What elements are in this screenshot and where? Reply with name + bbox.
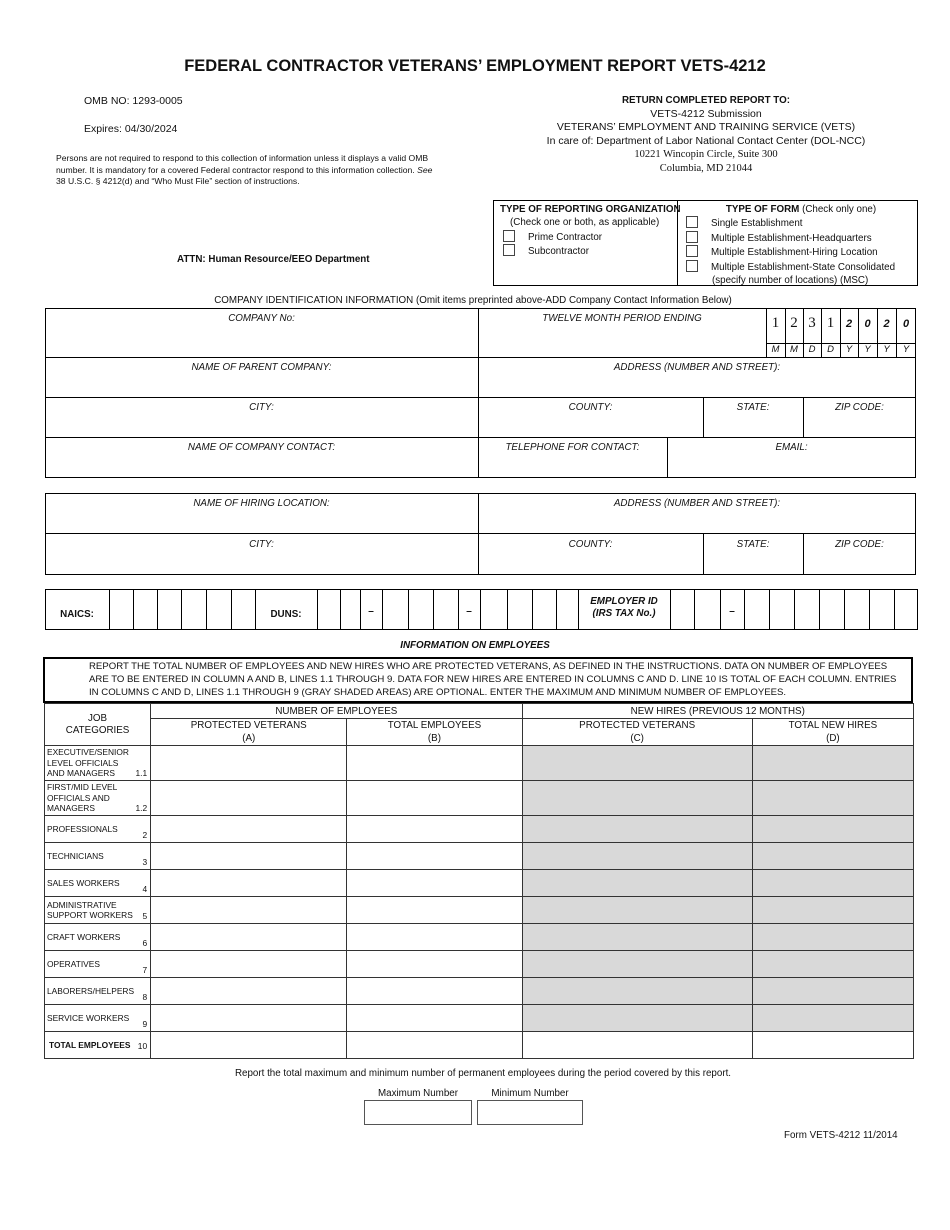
checkbox-icon[interactable]: [686, 245, 698, 257]
single-establishment-option[interactable]: Single Establishment: [686, 216, 916, 230]
checkbox-icon[interactable]: [686, 260, 698, 272]
table-row: [45, 843, 914, 870]
id-cell-divider: [433, 589, 434, 630]
company-address-field[interactable]: ADDRESS (NUMBER AND STREET):: [613, 362, 781, 373]
date-box-divider: [821, 308, 822, 357]
job-category-label: SERVICE WORKERS 9: [45, 1005, 151, 1032]
col-c-input[interactable]: [522, 897, 752, 924]
col-c-header: PROTECTED VETERANS (C): [522, 719, 752, 746]
col-a-input[interactable]: [151, 843, 347, 870]
job-categories-header: JOB CATEGORIES: [45, 704, 151, 746]
company-no-field[interactable]: COMPANY No:: [228, 313, 295, 324]
id-cell-divider: [744, 589, 745, 630]
checkbox-icon[interactable]: [686, 216, 698, 228]
job-category-label: OPERATIVES 7: [45, 951, 151, 978]
id-cell-divider: [819, 589, 820, 630]
id-cell-divider: [408, 589, 409, 630]
date-box-divider: [858, 308, 859, 357]
id-cell-divider: [109, 589, 110, 630]
return-line: VETS-4212 Submission: [650, 107, 762, 120]
table-row: [45, 897, 914, 924]
reporting-org-sub: (Check one or both, as applicable): [510, 217, 660, 229]
col-c-input[interactable]: [522, 746, 752, 781]
date-box-divider: [803, 308, 804, 357]
job-category-label: ADMINISTRATIVE SUPPORT WORKERS 5: [45, 897, 151, 924]
id-cell-divider: [382, 589, 383, 630]
total-col-d-input[interactable]: [752, 1032, 913, 1059]
job-category-label: FIRST/MID LEVEL OFFICIALS AND MANAGERS 1.2: [45, 781, 151, 816]
total-label: TOTAL EMPLOYEES 10: [45, 1032, 151, 1059]
table-row: [45, 951, 914, 978]
col-a-input[interactable]: [151, 816, 347, 843]
col-a-input[interactable]: [151, 870, 347, 897]
date-box-divider: [877, 308, 878, 357]
prime-contractor-option[interactable]: Prime Contractor: [500, 230, 681, 244]
col-d-input[interactable]: [752, 746, 913, 781]
col-d-input[interactable]: [752, 924, 913, 951]
col-a-input[interactable]: [151, 924, 347, 951]
id-cell-divider: [844, 589, 845, 630]
date-format-letter: Y: [845, 344, 853, 355]
job-category-label: SALES WORKERS 4: [45, 870, 151, 897]
hiring-address-field[interactable]: ADDRESS (NUMBER AND STREET):: [613, 498, 781, 509]
col-a-input[interactable]: [151, 781, 347, 816]
col-d-input[interactable]: [752, 843, 913, 870]
form-id: Form VETS-4212 11/2014: [784, 1130, 898, 1141]
job-category-label: TECHNICIANS 3: [45, 843, 151, 870]
date-box-divider: [766, 343, 916, 344]
new-hires-header: NEW HIRES (PREVIOUS 12 MONTHS): [522, 704, 913, 719]
contact-telephone-field[interactable]: TELEPHONE FOR CONTACT:: [505, 442, 640, 453]
col-d-input[interactable]: [752, 781, 913, 816]
date-digit[interactable]: 2: [883, 318, 890, 330]
state-consolidated-option[interactable]: Multiple Establishment-State Consolidated: [686, 260, 916, 274]
table-row: [45, 746, 914, 781]
hiring-county-field[interactable]: COUNTY:: [568, 539, 613, 550]
attn-line: ATTN: Human Resource/EEO Department: [177, 254, 370, 265]
company-county-field[interactable]: COUNTY:: [568, 402, 613, 413]
col-c-input[interactable]: [522, 978, 752, 1005]
id-cell-divider: [181, 589, 182, 630]
subcontractor-option[interactable]: Subcontractor: [500, 244, 681, 258]
instructions-text: REPORT THE TOTAL NUMBER OF EMPLOYEES AND NEW HIRES WHO ARE PROTECTED VETERANS, AS DEFINED IN THE INSTRUCTIONS. DATA ON NUMBER OF EMPLOYEES ARE TO BE ENTERED IN COLUMN A AND B, LINES 1.1 THROUGH 9. DATA FOR NEW HIRES ARE ENTERED IN COLUMNS C AND D. LINE 10 IS TOTAL OF EACH COLUMN. ENTRIES IN COLUMNS C AND D, LINES 1.1 THROUGH 9 (GRAY SHADED AREAS) ARE OPTIONAL. ENTER THE MAXIMUM AND MINIMUM NUMBER OF EMPLOYEES.: [89, 661, 897, 698]
date-digit[interactable]: 2: [845, 318, 853, 330]
col-b-input[interactable]: [347, 781, 522, 816]
id-cell-divider: [894, 589, 895, 630]
date-digit[interactable]: 1: [826, 315, 835, 331]
row-divider: [45, 533, 916, 534]
col-d-input[interactable]: [752, 816, 913, 843]
date-digit[interactable]: 1: [771, 315, 780, 331]
col-d-input[interactable]: [752, 897, 913, 924]
id-cell-divider: [869, 589, 870, 630]
max-number-input[interactable]: [364, 1100, 472, 1125]
date-format-letter: M: [771, 344, 780, 355]
col-c-input[interactable]: [522, 870, 752, 897]
col-b-input[interactable]: [347, 746, 522, 781]
id-cell-divider: [340, 589, 341, 630]
row-divider: [45, 357, 916, 358]
col-b-input[interactable]: [347, 1005, 522, 1032]
headquarters-option[interactable]: Multiple Establishment-Headquarters: [686, 231, 916, 245]
report-note: Report the total maximum and minimum number of permanent employees during the period covered by this report.: [234, 1068, 732, 1079]
col-b-input[interactable]: [347, 978, 522, 1005]
company-contact-field[interactable]: NAME OF COMPANY CONTACT:: [187, 442, 336, 453]
return-line: VETERANS’ EMPLOYMENT AND TRAINING SERVICE (VETS): [556, 121, 856, 134]
min-number-label: Minimum Number: [491, 1088, 569, 1099]
col-a-input[interactable]: [151, 897, 347, 924]
col-c-input[interactable]: [522, 781, 752, 816]
col-a-header: PROTECTED VETERANS (A): [151, 719, 347, 746]
id-cell-divider: [794, 589, 795, 630]
table-row: [45, 1005, 914, 1032]
form-type: [686, 203, 916, 287]
employer-id-label: EMPLOYER ID (IRS TAX No.): [590, 596, 658, 619]
id-cell-divider: [480, 589, 481, 630]
company-city-field[interactable]: CITY:: [249, 402, 274, 413]
id-cell-divider: [133, 589, 134, 630]
table-row: [45, 781, 914, 816]
date-box-divider: [785, 308, 786, 357]
page-title: FEDERAL CONTRACTOR VETERANS’ EMPLOYMENT REPORT VETS-4212: [184, 57, 766, 75]
date-digit[interactable]: 0: [864, 318, 871, 330]
col-d-input[interactable]: [752, 1005, 913, 1032]
duns-dash: –: [368, 606, 374, 617]
col-c-input[interactable]: [522, 843, 752, 870]
reporting-org-heading: TYPE OF REPORTING ORGANIZATION: [500, 204, 681, 215]
num-employees-header: NUMBER OF EMPLOYEES: [151, 704, 522, 719]
row-divider: [45, 437, 916, 438]
notice-text: Persons are not required to respond to this collection of information unless it displays a valid OMB number. It is mandatory for a covered Federal contractor respond to this information collection. See 38 U.S.C. § 4212(d) and “Who Must File” section of instructions.: [56, 153, 433, 186]
id-cell-divider: [769, 589, 770, 630]
col-a-input[interactable]: [151, 978, 347, 1005]
total-row: [45, 1032, 914, 1059]
date-box-divider: [766, 308, 767, 357]
employees-heading: INFORMATION ON EMPLOYEES: [400, 640, 550, 651]
id-cell-divider: [694, 589, 695, 630]
total-col-a-input[interactable]: [151, 1032, 347, 1059]
total-col-b-input[interactable]: [347, 1032, 522, 1059]
id-cell-divider: [317, 589, 318, 630]
return-address: [530, 94, 882, 176]
msc-note: (specify number of locations) (MSC): [712, 275, 869, 287]
col-c-input[interactable]: [522, 816, 752, 843]
col-d-header: TOTAL NEW HIRES (D): [752, 719, 913, 746]
duns-label: DUNS:: [270, 609, 302, 620]
date-format-letter: D: [808, 344, 816, 355]
job-category-label: EXECUTIVE/SENIOR LEVEL OFFICIALS AND MANAGERS 1.1: [45, 746, 151, 781]
id-numbers-box: [45, 589, 918, 630]
id-cell-divider: [670, 589, 671, 630]
checkbox-icon[interactable]: [503, 230, 515, 242]
company-zip-field[interactable]: ZIP CODE:: [835, 402, 884, 413]
omb-number: OMB NO: 1293-0005: [84, 95, 183, 107]
col-c-input[interactable]: [522, 1005, 752, 1032]
col-d-input[interactable]: [752, 978, 913, 1005]
checkbox-icon[interactable]: [686, 231, 698, 243]
col-a-input[interactable]: [151, 951, 347, 978]
hiring-zip-field[interactable]: ZIP CODE:: [835, 539, 884, 550]
company-section-heading: COMPANY IDENTIFICATION INFORMATION (Omit items preprinted above-ADD Company Contact Information Below): [214, 295, 732, 306]
date-format-letter: M: [790, 344, 798, 355]
table-row: [45, 978, 914, 1005]
expires-date: Expires: 04/30/2024: [84, 123, 178, 135]
company-state-field[interactable]: STATE:: [736, 402, 770, 413]
job-category-label: PROFESSIONALS 2: [45, 816, 151, 843]
form-type-heading: TYPE OF FORM: [725, 204, 800, 215]
return-line: In care of: Department of Labor National Contact Center (DOL-NCC): [546, 134, 866, 147]
date-digit[interactable]: 2: [790, 315, 798, 331]
hiring-city-field[interactable]: CITY:: [249, 539, 274, 550]
date-box-divider: [840, 308, 841, 357]
min-number-input[interactable]: [477, 1100, 583, 1125]
id-cell-divider: [507, 589, 508, 630]
hiring-state-field[interactable]: STATE:: [736, 539, 770, 550]
id-cell-divider: [532, 589, 533, 630]
id-cell-divider: [556, 589, 557, 630]
ein-dash: –: [729, 606, 735, 617]
date-box-divider: [896, 308, 897, 357]
parent-company-field[interactable]: NAME OF PARENT COMPANY:: [191, 362, 332, 373]
contact-email-field[interactable]: EMAIL:: [775, 442, 808, 453]
row-divider: [45, 397, 916, 398]
col-c-input[interactable]: [522, 951, 752, 978]
col-b-header: TOTAL EMPLOYEES (B): [347, 719, 522, 746]
col-a-input[interactable]: [151, 1005, 347, 1032]
checkbox-icon[interactable]: [503, 244, 515, 256]
hiring-location-field[interactable]: NAME OF HIRING LOCATION:: [193, 498, 330, 509]
table-row: [45, 870, 914, 897]
max-number-label: Maximum Number: [377, 1088, 459, 1099]
return-line: Columbia, MD 21044: [659, 162, 753, 174]
col-b-input[interactable]: [347, 897, 522, 924]
employees-table: [44, 703, 914, 1059]
table-row: [45, 924, 914, 951]
col-b-input[interactable]: [347, 924, 522, 951]
date-digit[interactable]: 3: [808, 315, 816, 331]
date-format-letter: Y: [883, 344, 890, 355]
col-b-input[interactable]: [347, 816, 522, 843]
col-d-input[interactable]: [752, 951, 913, 978]
col-d-input[interactable]: [752, 870, 913, 897]
col-a-input[interactable]: [151, 746, 347, 781]
job-category-label: LABORERS/HELPERS 8: [45, 978, 151, 1005]
reporting-org: [500, 203, 681, 259]
id-cell-divider: [231, 589, 232, 630]
col-b-input[interactable]: [347, 951, 522, 978]
id-cell-divider: [206, 589, 207, 630]
col-c-input[interactable]: [522, 924, 752, 951]
total-col-c-input[interactable]: [522, 1032, 752, 1059]
col-b-input[interactable]: [347, 843, 522, 870]
date-format-letter: D: [827, 344, 834, 355]
job-category-label: CRAFT WORKERS 6: [45, 924, 151, 951]
form-type-note: (Check only one): [799, 204, 877, 215]
duns-dash: –: [466, 606, 472, 617]
naics-label: NAICS:: [60, 609, 94, 620]
table-row: [45, 816, 914, 843]
date-digit[interactable]: 0: [902, 318, 910, 330]
return-line: 10221 Wincopin Circle, Suite 300: [634, 149, 778, 161]
date-format-letter: Y: [864, 344, 871, 355]
period-ending-label: TWELVE MONTH PERIOD ENDING: [542, 313, 702, 324]
id-cell-divider: [157, 589, 158, 630]
col-b-input[interactable]: [347, 870, 522, 897]
date-format-letter: Y: [902, 344, 910, 355]
return-heading: RETURN COMPLETED REPORT TO:: [621, 95, 790, 106]
hiring-location-option[interactable]: Multiple Establishment-Hiring Location: [686, 245, 916, 259]
